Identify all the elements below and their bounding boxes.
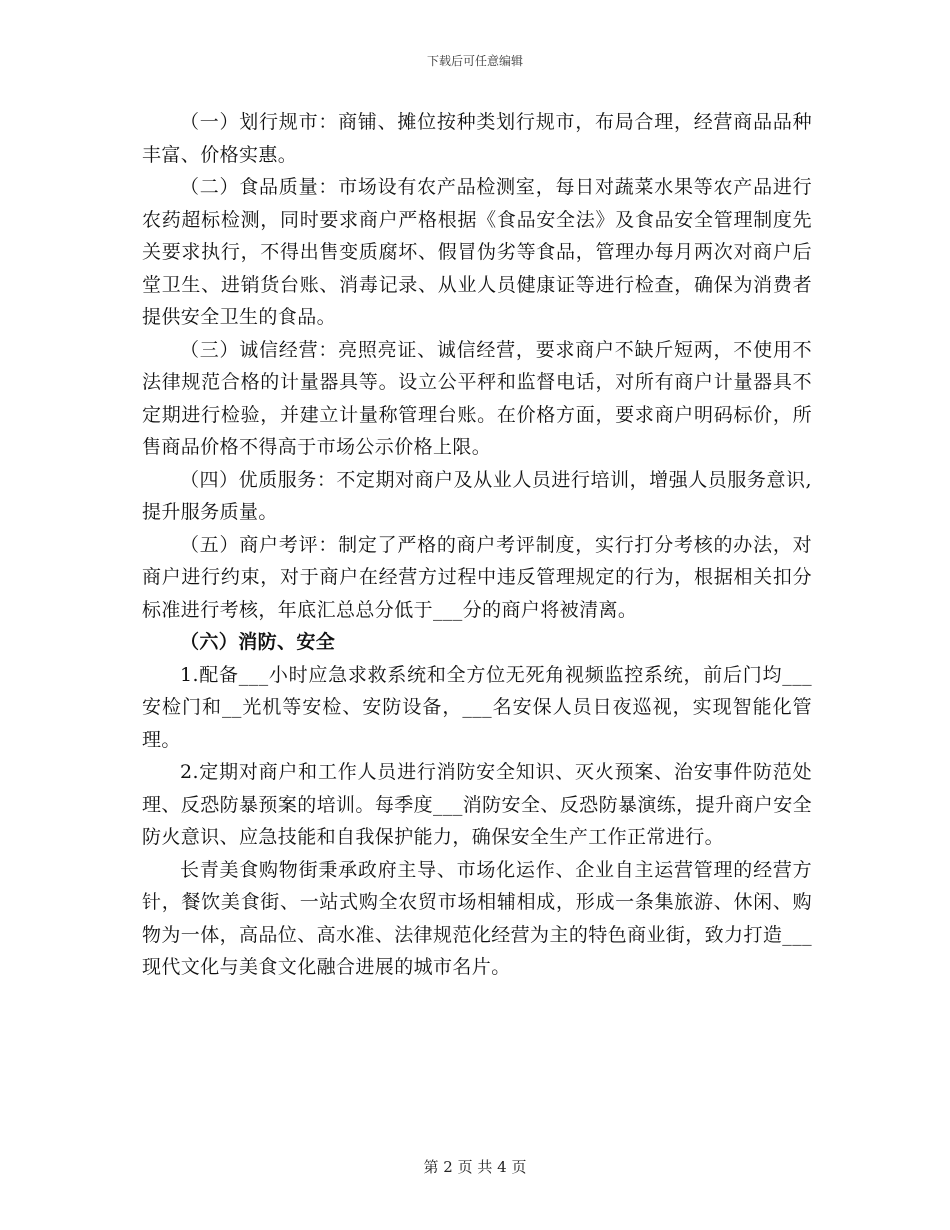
paragraph-integrity: （三）诚信经营：亮照亮证、诚信经营，要求商户不缺斤短两，不使用不法律规范合格的计量器具等。设立公平秤和监督电话，对所有商户计量器具不定期进行检验，并建立计量称管理台账。在价格方面，要求商户明码标价，所售商品价格不得高于市场公示价格上限。 (142, 338, 812, 458)
paragraph-safety-training: 2.定期对商户和工作人员进行消防安全知识、灭火预案、治安事件防范处理、反恐防暴预案的培训。每季度___消防安全、反恐防暴演练，提升商户安全防火意识、应急技能和自我保护能力，确保安全生产工作正常进行。 (142, 761, 812, 848)
page-footer: 第 2 页 共 4 页 (423, 1158, 527, 1176)
document-body (142, 106, 812, 984)
paragraph-food-quality: （二）食品质量：市场设有农产品检测室，每日对蔬菜水果等农产品进行农药超标检测，同时要求商户严格根据《食品安全法》及食品安全管理制度先关要求执行，不得出售变质腐坏、假冒伪劣等食品，管理办每月两次对商户后堂卫生、进销货台账、消毒记录、从业人员健康证等进行检查，确保为消费者提供安全卫生的食品。 (142, 176, 812, 328)
paragraph-zoning: （一）划行规市：商铺、摊位按种类划行规市，布局合理，经营商品品种丰富、价格实惠。 (142, 111, 812, 166)
paragraph-conclusion: 长青美食购物街秉承政府主导、市场化运作、企业自主运营管理的经营方针，餐饮美食街、一站式购全农贸市场相辅相成，形成一条集旅游、休闲、购物为一体，高品位、高水准、法律规范化经营为主的特色商业街，致力打造___现代文化与美食文化融合进展的城市名片。 (142, 858, 812, 978)
section-heading-fire-safety: （六）消防、安全 (180, 631, 336, 653)
paragraph-safety-equipment: 1.配备___小时应急求救系统和全方位无死角视频监控系统，前后门均___安检门和__光机等安检、安防设备，___名安保人员日夜巡视，实现智能化管理。 (142, 663, 812, 751)
paragraph-service: （四）优质服务：不定期对商户及从业人员进行培训，增强人员服务意识,提升服务质量。 (142, 468, 812, 523)
page-header: 下载后可任意编辑 (426, 54, 523, 68)
paragraph-evaluation: （五）商户考评：制定了严格的商户考评制度，实行打分考核的办法，对商户进行约束，对于商户在经营方过程中违反管理规定的行为，根据相关扣分标准进行考核，年底汇总总分低于___分的商户将被清离。 (142, 533, 812, 621)
